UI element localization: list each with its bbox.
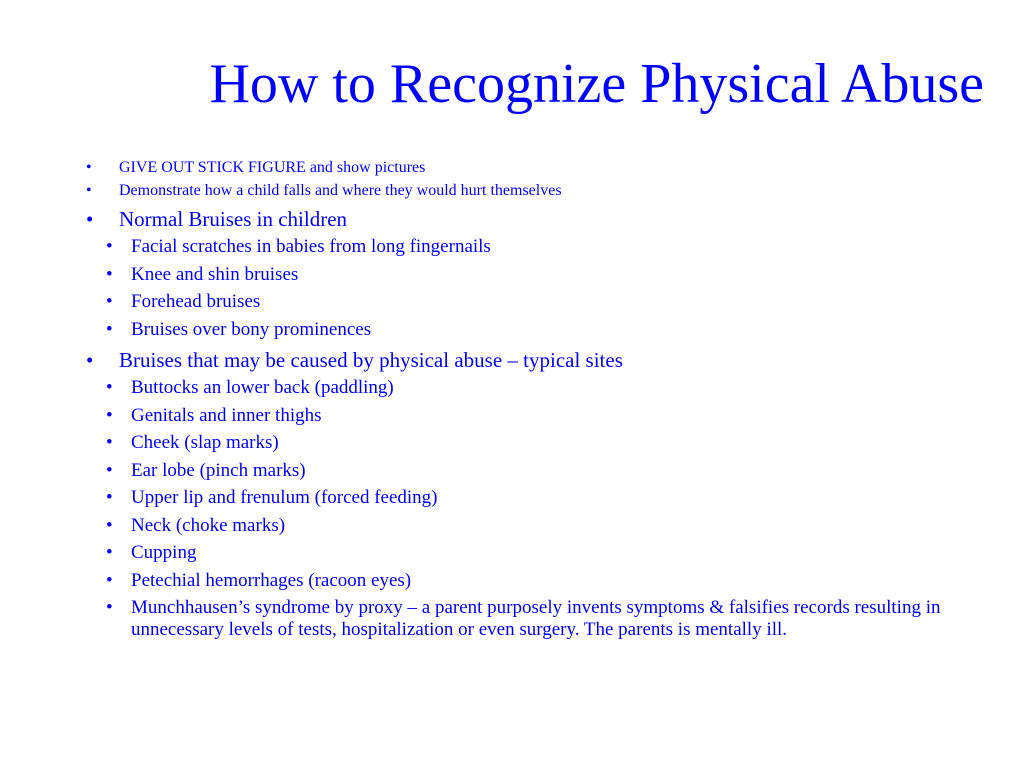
sub-list-item-text: Ear lobe (pinch marks): [131, 459, 306, 481]
sub-list-item: [106, 405, 986, 427]
bullet-icon: •: [86, 182, 92, 199]
bullet-icon: •: [106, 459, 113, 481]
sub-list-item: [106, 377, 986, 399]
sub-list: [106, 236, 986, 341]
sub-list-item: [106, 432, 986, 454]
bullet-icon: •: [106, 291, 113, 312]
sub-list-item-text: Knee and shin bruises: [131, 263, 299, 285]
sub-list-item: [106, 597, 986, 641]
sub-list-item-text: Munchhausen’s syndrome by proxy – a parent purposely invents symptoms & falsifies records resulting in unnecessary levels of tests, hospitalization or even surgery. The parents is mentally ill.: [131, 597, 941, 640]
bullet-icon: •: [106, 569, 113, 591]
sub-list-item: [106, 487, 986, 509]
list-item-text: Normal Bruises in children: [119, 207, 348, 231]
bullet-icon: •: [106, 236, 113, 257]
list-item-text: Bruises that may be caused by physical abuse – typical sites: [119, 348, 623, 372]
sub-list-item-text: Cupping: [131, 542, 197, 563]
list-item-abuse-bruises: [86, 346, 986, 641]
bullet-icon: •: [106, 377, 113, 398]
sub-list-item-text: Buttocks an lower back (paddling): [131, 377, 394, 398]
sub-list-item-text: Bruises over bony prominences: [131, 318, 372, 340]
bullet-icon: •: [106, 432, 113, 453]
sub-list-item: [106, 542, 986, 564]
bullet-icon: •: [106, 514, 113, 536]
bullet-icon: •: [86, 159, 92, 176]
bullet-list: [86, 156, 986, 641]
sub-list-item: [106, 319, 986, 341]
sub-list-item-text: Facial scratches in babies from long fingernails: [131, 236, 491, 257]
sub-list-item: [106, 236, 986, 258]
list-item-text: Demonstrate how a child falls and where they would hurt themselves: [119, 182, 562, 199]
bullet-icon: •: [106, 404, 113, 426]
sub-list-item: [106, 570, 986, 592]
sub-list-item-text: Cheek (slap marks): [131, 432, 279, 453]
slide-title: How to Recognize Physical Abuse: [209, 53, 984, 115]
sub-list-item: [106, 291, 986, 313]
bullet-icon: •: [86, 207, 94, 231]
sub-list-item-text: Genitals and inner thighs: [131, 404, 322, 426]
sub-list-item-text: Upper lip and frenulum (forced feeding): [131, 487, 438, 508]
sub-list-item: [106, 460, 986, 482]
sub-list-item-text: Petechial hemorrhages (racoon eyes): [131, 569, 412, 591]
sub-list-item: [106, 264, 986, 286]
sub-list-item-text: Neck (choke marks): [131, 514, 286, 536]
list-item-text: GIVE OUT STICK FIGURE and show pictures: [119, 159, 426, 176]
sub-list: [106, 377, 986, 641]
sub-list-item-text: Forehead bruises: [131, 291, 261, 312]
bullet-icon: •: [106, 487, 113, 508]
sub-list-item: [106, 515, 986, 537]
slide-content: [86, 156, 986, 647]
bullet-icon: •: [106, 318, 113, 340]
list-item: [86, 179, 986, 202]
bullet-icon: •: [106, 542, 113, 563]
list-item-normal-bruises: [86, 205, 986, 341]
bullet-icon: •: [86, 348, 94, 372]
bullet-icon: •: [106, 263, 113, 285]
list-item: [86, 156, 986, 179]
bullet-icon: •: [106, 597, 113, 618]
